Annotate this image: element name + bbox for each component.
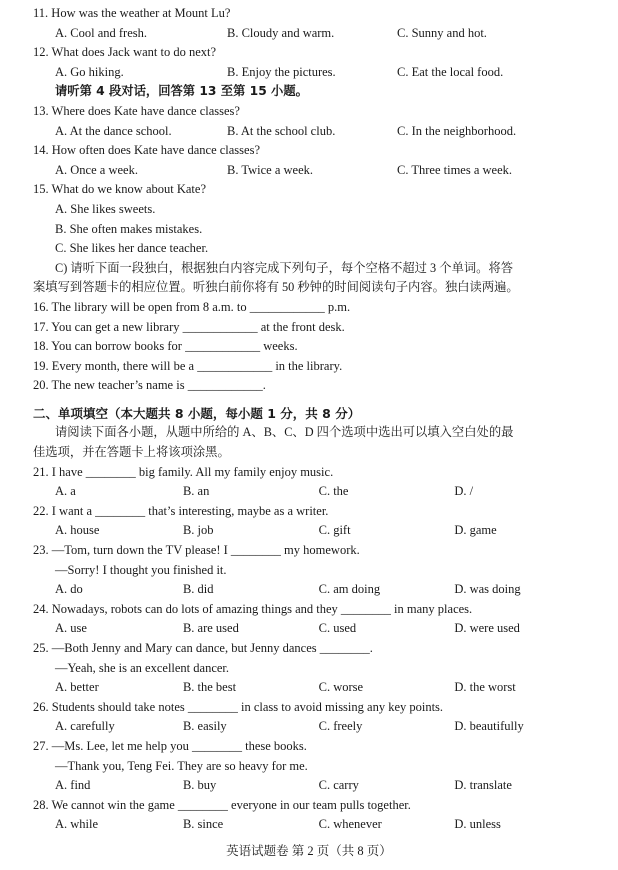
question-reply: —Yeah, she is an excellent dancer.	[55, 660, 230, 675]
question-stem: 28. We cannot win the game ________ everyone in our team pulls together.	[33, 797, 411, 812]
option-c: C. the	[318, 484, 349, 499]
option-a: A. use	[55, 621, 87, 636]
question-options	[33, 717, 590, 737]
section-c-instruction: C) 请听下面一段独白，根据独白内容完成下列句子，每个空格不超过 3 个单词。将答	[55, 260, 514, 275]
question-stem: 23. —Tom, turn down the TV please! I ________ my homework.	[33, 543, 360, 558]
question-stem: 21. I have ________ big family. All my family enjoy music.	[33, 464, 334, 479]
option-b: B. Enjoy the pictures.	[227, 64, 336, 79]
option-d: D. game	[454, 523, 497, 538]
option-a: A. better	[55, 680, 99, 695]
option-d: D. beautifully	[454, 719, 524, 734]
option-c: C. She likes her dance teacher.	[55, 241, 209, 256]
option-c: C. carry	[318, 778, 359, 793]
option-d: D. translate	[454, 778, 512, 793]
question-15	[33, 180, 590, 258]
question-22	[33, 502, 590, 541]
option-b: B. since	[182, 817, 224, 832]
question-reply: —Thank you, Teng Fei. They are so heavy for me.	[55, 758, 308, 773]
option-a: A. carefully	[55, 719, 115, 734]
option-c: C. In the neighborhood.	[397, 123, 517, 138]
question-options	[33, 678, 590, 698]
option-c: C. freely	[318, 719, 363, 734]
question-24	[33, 600, 590, 639]
question-stem: 13. Where does Kate have dance classes?	[33, 103, 240, 118]
option-a: A. Cool and fresh.	[55, 25, 147, 40]
question-stem: 25. —Both Jenny and Mary can dance, but Jenny dances ________.	[33, 641, 373, 655]
option-d: D. unless	[454, 817, 501, 832]
question-reply: —Sorry! I thought you finished it.	[55, 562, 227, 577]
option-a: A. At the dance school.	[55, 123, 172, 138]
option-c: C. Three times a week.	[397, 162, 513, 177]
option-c: C. used	[318, 621, 357, 636]
question-12	[33, 43, 590, 82]
question-26	[33, 698, 590, 737]
question-stem: 24. Nowadays, robots can do lots of amazing things and they ________ in many places.	[33, 601, 473, 616]
question-stem: 11. How was the weather at Mount Lu?	[33, 6, 231, 20]
blank-question-18: 18. You can borrow books for ____________ weeks.	[33, 339, 298, 354]
question-25	[33, 639, 590, 698]
section-instruction: 请阅读下面各小题，从题中所给的 A、B、C、D 四个选项中选出可以填入空白处的最	[55, 425, 514, 440]
option-b: B. easily	[182, 719, 227, 734]
question-stem: 12. What does Jack want to do next?	[33, 45, 217, 60]
question-options	[33, 521, 590, 541]
option-b: B. job	[182, 523, 214, 538]
option-c: C. Eat the local food.	[397, 64, 504, 79]
question-28	[33, 796, 590, 835]
option-b: B. an	[182, 484, 210, 499]
page-footer: 英语试题卷 第 2 页（共 8 页）	[226, 844, 392, 859]
question-stem: 15. What do we know about Kate?	[33, 182, 206, 197]
blank-question-20: 20. The new teacher’s name is ____________.	[33, 378, 266, 393]
question-stem: 27. —Ms. Lee, let me help you ________ these books.	[33, 738, 307, 753]
option-d: D. were used	[454, 621, 520, 636]
option-b: B. are used	[182, 621, 239, 636]
question-21	[33, 463, 590, 502]
option-b: B. buy	[182, 778, 217, 793]
question-13	[33, 102, 590, 141]
option-b: B. the best	[182, 680, 237, 695]
question-options	[33, 776, 590, 796]
option-b: B. did	[182, 582, 214, 597]
option-b: B. Twice a week.	[227, 162, 314, 177]
option-d: D. /	[454, 484, 474, 499]
option-b: B. Cloudy and warm.	[227, 25, 335, 40]
option-a: A. while	[55, 817, 99, 832]
option-a: A. house	[55, 523, 100, 538]
blank-question-19: 19. Every month, there will be a ____________ in the library.	[33, 358, 343, 373]
option-a: A. She likes sweets.	[55, 201, 156, 216]
blank-question-17: 17. You can get a new library ____________ at the front desk.	[33, 319, 345, 334]
question-options	[33, 63, 590, 83]
question-stem: 14. How often does Kate have dance classes?	[33, 143, 260, 158]
option-a: A. do	[55, 582, 83, 597]
dialogue-instruction: 请听第 4 段对话，回答第 13 至第 15 小题。	[55, 84, 308, 99]
option-a: A. a	[55, 484, 76, 499]
option-b: B. She often makes mistakes.	[55, 221, 203, 236]
option-d: D. the worst	[454, 680, 516, 695]
question-options	[33, 815, 590, 835]
option-b: B. At the school club.	[227, 123, 336, 138]
section-instruction-cont: 佳选项，并在答题卡上将该项涂黑。	[33, 445, 230, 460]
question-options	[33, 619, 590, 639]
question-options	[33, 161, 590, 181]
option-c: C. Sunny and hot.	[397, 25, 487, 40]
option-c: C. gift	[318, 523, 351, 538]
question-options	[33, 24, 590, 44]
option-a: A. Go hiking.	[55, 64, 124, 79]
question-stem: 22. I want a ________ that’s interesting, maybe as a writer.	[33, 503, 329, 518]
option-c: C. whenever	[318, 817, 382, 832]
option-a: A. Once a week.	[55, 162, 138, 177]
blank-question-16: 16. The library will be open from 8 a.m. to ____________ p.m.	[33, 299, 351, 314]
question-stem: 26. Students should take notes ________ in class to avoid missing any key points.	[33, 699, 444, 714]
option-a: A. find	[55, 778, 91, 793]
section-heading: 二、单项填空（本大题共 8 小题，每小题 1 分，共 8 分）	[33, 405, 361, 421]
question-27	[33, 737, 590, 796]
section-c-instruction-cont: 案填写到答题卡的相应位置。听独白前你将有 50 秒钟的时间阅读句子内容。独白读两遍。	[33, 280, 519, 295]
question-11	[33, 4, 590, 43]
question-23	[33, 541, 590, 600]
question-options	[33, 122, 590, 142]
option-c: C. worse	[318, 680, 364, 695]
question-options	[33, 482, 590, 502]
option-d: D. was doing	[454, 582, 521, 597]
question-14	[33, 141, 590, 180]
question-options	[33, 580, 590, 600]
option-c: C. am doing	[318, 582, 381, 597]
